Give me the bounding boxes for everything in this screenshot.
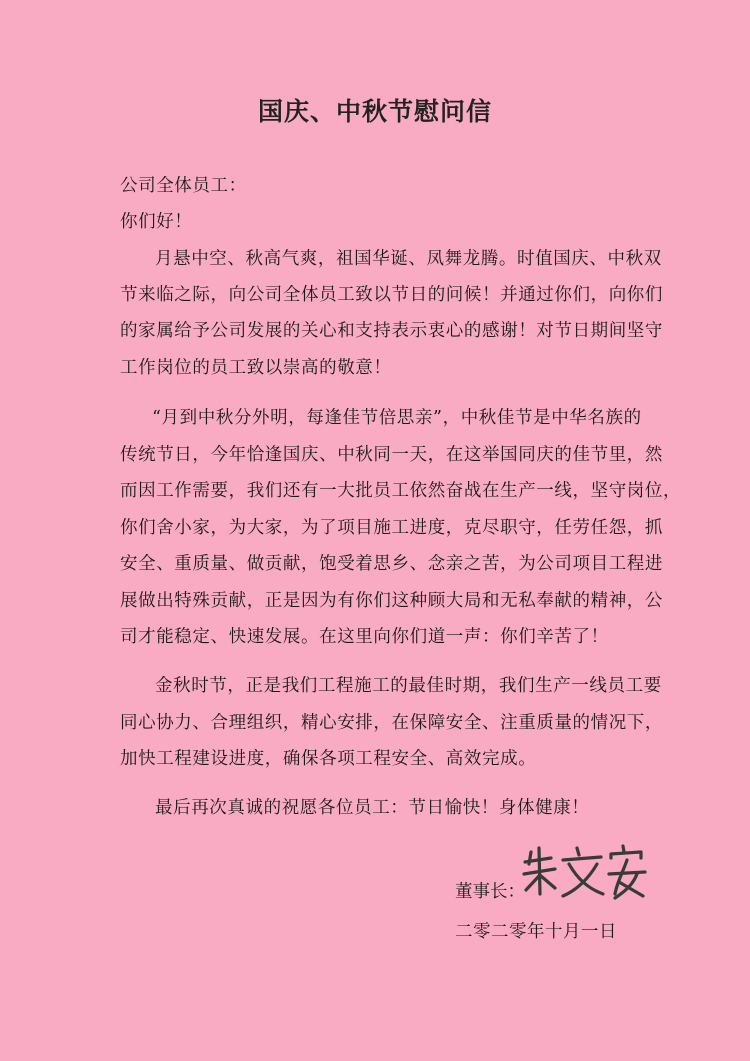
signature-block <box>455 860 675 920</box>
handwritten-signature <box>519 842 647 904</box>
body-line-6: 传统节日，今年恰逢国庆、中秋同一天，在这举国同庆的佳节里，然 <box>120 445 663 465</box>
body-line-3: 的家属给予公司发展的关心和支持表示衷心的感谢！对节日期间坚守 <box>120 321 663 341</box>
body-line-14: 加快工程建设进度，确保各项工程安全、高效完成。 <box>120 749 537 769</box>
letter-date: 二零二零年十月一日 <box>455 922 617 942</box>
signatory-label: 董事长： <box>455 882 525 902</box>
body-line-13: 同心协力、合理组织，精心安排，在保障安全、注重质量的情况下， <box>120 713 663 733</box>
letter-salutation: 公司全体员工： <box>120 176 247 196</box>
body-line-9: 安全、重质量、做贡献，饱受着思乡、念亲之苦，为公司项目工程进 <box>120 554 663 574</box>
body-line-8: 你们舍小家，为大家，为了项目施工进度，克尽职守，任劳任怨，抓 <box>120 518 663 538</box>
letter-title: 国庆、中秋节慰问信 <box>257 97 492 126</box>
body-line-7: 而因工作需要，我们还有一大批员工依然奋战在生产一线，坚守岗位， <box>120 481 682 501</box>
body-line-11: 司才能稳定、快速发展。在这里向你们道一声：你们辛苦了！ <box>120 627 609 647</box>
body-line-5: “月到中秋分外明，每逢佳节倍思亲”，中秋佳节是中华名族的 <box>152 408 642 428</box>
body-line-1: 月悬中空、秋高气爽，祖国华诞、凤舞龙腾。时值国庆、中秋双 <box>155 249 662 269</box>
body-line-12: 金秋时节，正是我们工程施工的最佳时期，我们生产一线员工要 <box>155 676 662 696</box>
body-line-15: 最后再次真诚的祝愿各位员工：节日愉快！身体健康！ <box>155 798 590 818</box>
body-line-2: 节来临之际，向公司全体员工致以节日的问候！并通过你们，向你们 <box>120 285 663 305</box>
letter-greeting: 你们好！ <box>120 212 193 232</box>
body-line-4: 工作岗位的员工致以崇高的敬意！ <box>120 358 392 378</box>
body-line-10: 展做出特殊贡献，正是因为有你们这种顾大局和无私奉献的精神，公 <box>120 591 663 611</box>
